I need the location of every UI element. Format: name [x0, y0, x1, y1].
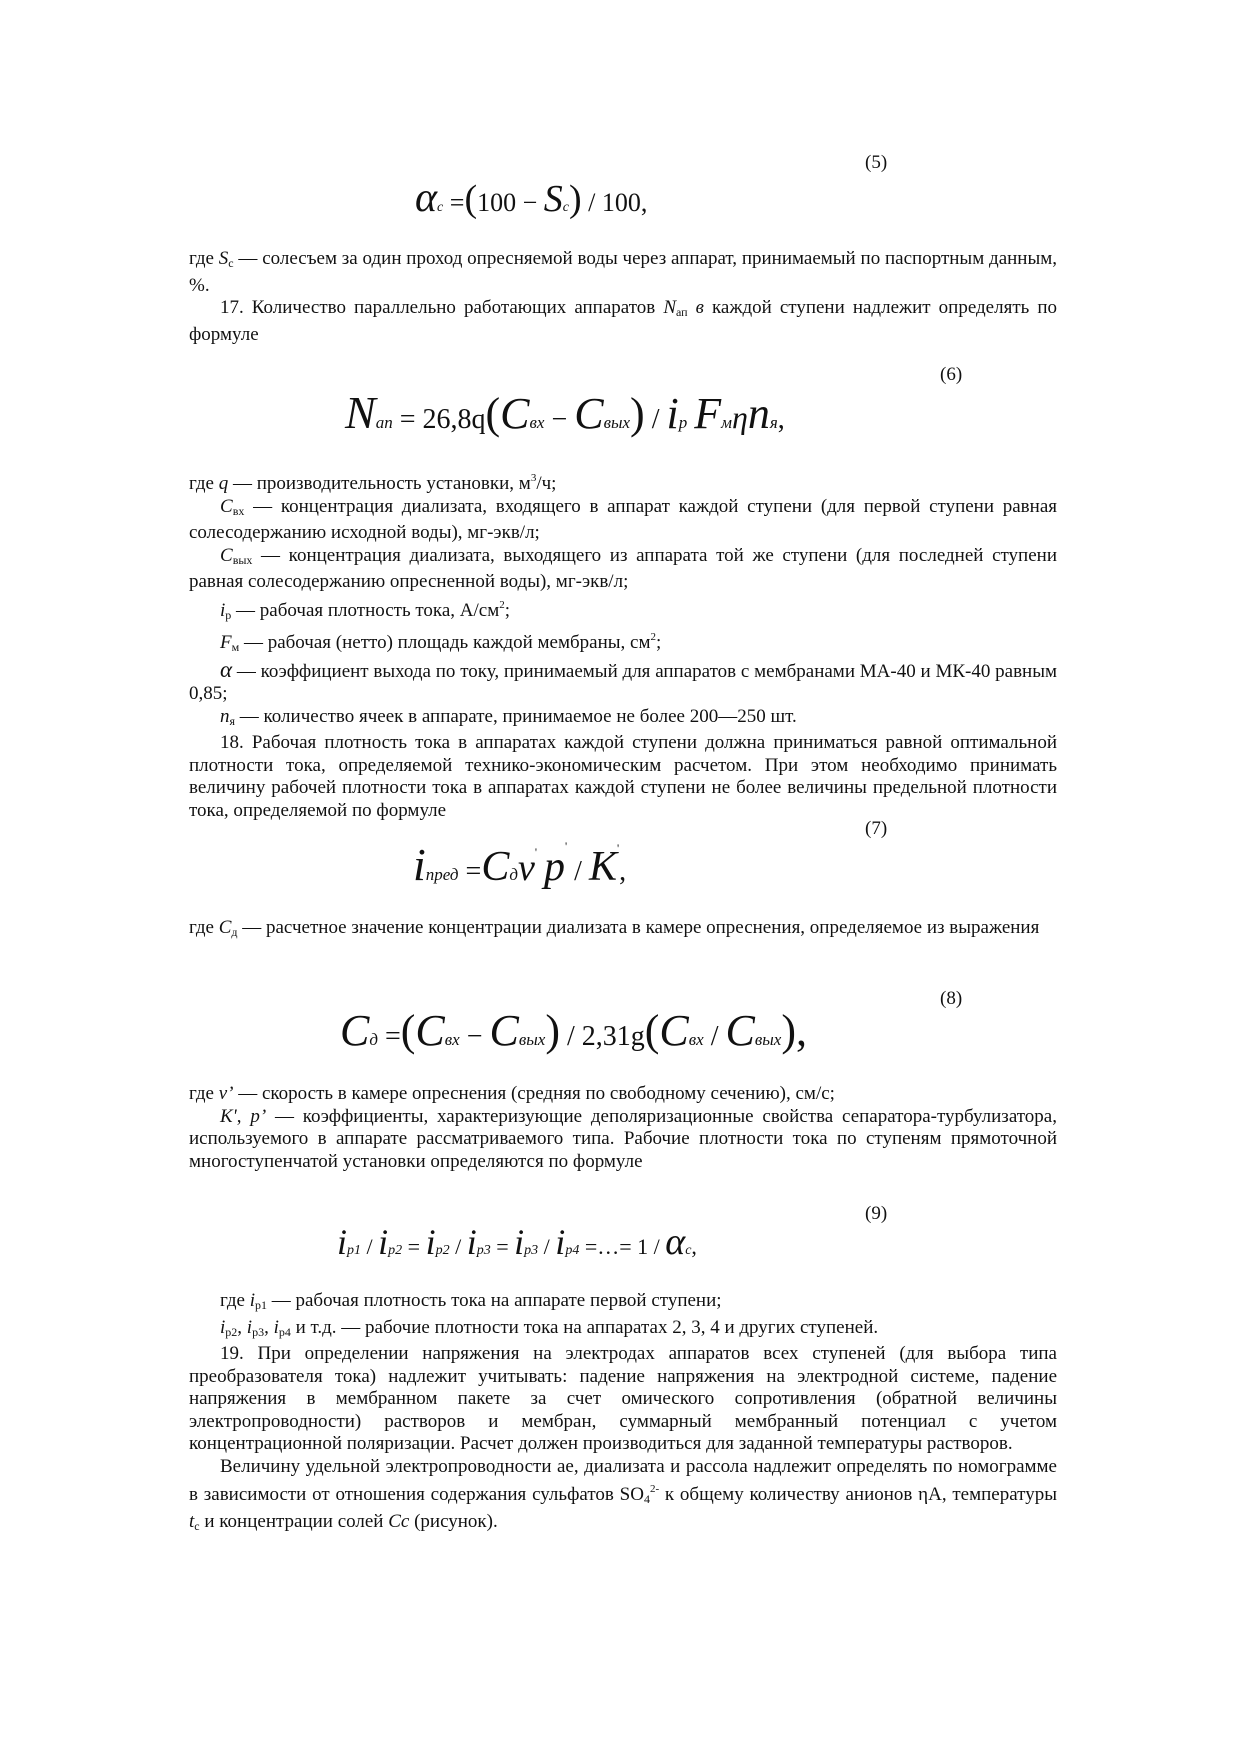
eq6-F: F — [694, 389, 722, 438]
eq9-sub3: р2 — [435, 1243, 450, 1258]
eq9-slash2: / — [455, 1234, 462, 1259]
definition-Cd: где Cд — расчетное значение концентрации диализата в камере опреснения, определяемое из выражения — [189, 917, 1040, 939]
eq8-C3: C — [659, 1006, 689, 1055]
definition-K-p: K', p’ — коэффициенты, характеризующие деполяризационные свойства сепаратора-турбулизатора, используемого в аппарате рассматриваемого типа. Рабочие плотности тока по ступеням прямоточной многоступенчатой установки определяются по формуле — [189, 1105, 1057, 1172]
eq9-slash1: / — [366, 1234, 373, 1259]
eq5-hundred: 100 — [477, 188, 517, 217]
equation-number-6: (6) — [940, 364, 963, 385]
eq9-dots: =…= 1 / — [584, 1234, 660, 1259]
eq7-v-sup: ' — [534, 845, 537, 859]
eq8-C: C — [340, 1006, 370, 1055]
eq9-tail: , — [691, 1234, 697, 1259]
eq8-C4: C — [725, 1006, 755, 1055]
definition-Cvx: Cвх — концентрация диализата, входящего в аппарат каждой ступени (для первой ступени равная солесодержанию исходной воды), мг-экв/л; — [189, 495, 1057, 543]
equation-number-9: (9) — [865, 1203, 888, 1224]
equation-number-8: (8) — [940, 988, 963, 1009]
text-block-2 — [189, 467, 1057, 822]
eq8-slash: / — [710, 1021, 719, 1052]
eq9-i3: i — [425, 1222, 436, 1262]
equation-8 — [340, 1005, 807, 1056]
eq9-i5: i — [514, 1222, 525, 1262]
eq8-minus: − — [466, 1021, 483, 1052]
text-block-1 — [189, 248, 1057, 346]
eq8-C1: C — [415, 1006, 445, 1055]
eq8-C4-sub: вых — [754, 1030, 782, 1049]
eq7-v: v — [517, 847, 535, 889]
eq8-mid: / 2,31g — [566, 1021, 645, 1052]
eq9-alpha: α — [665, 1221, 686, 1263]
paragraph-Sc-definition: где Sc — солесъем за один проход опресняемой воды через аппарат, принимаемый по паспортным данным, %. — [189, 248, 1057, 296]
definition-ip2-ip4: iр2, iр3, iр4 и т.д. — рабочие плотности тока на аппаратах 2, 3, 4 и других ступеней. — [220, 1316, 879, 1339]
eq5-equals: = — [449, 188, 465, 217]
eq9-i1: i — [337, 1222, 348, 1262]
paragraph-conductivity: Величину удельной электропроводности ае, диализата и рассола надлежит определять по номограмме в зависимости от отношения содержания сульфатов $SO4^{2-}$ к общему количеству анионов ηA, температуры tc и концентрации солей Cc (рисунок). — [189, 1455, 1057, 1533]
eq8-C3-sub: вх — [688, 1030, 704, 1049]
eq6-minus: − — [551, 404, 568, 435]
eq9-eq2: = — [496, 1234, 509, 1259]
eq6-coef: 26,8q — [422, 404, 486, 435]
equation-5 — [415, 174, 647, 222]
eq6-C1-sub: вх — [529, 413, 545, 432]
eq6-N-sub: ап — [375, 413, 393, 432]
eq7-i: i — [413, 839, 426, 890]
eq8-C2-sub: вых — [518, 1030, 546, 1049]
eq5-tail: / 100, — [588, 188, 648, 217]
eq6-rparen: ) — [630, 389, 645, 438]
definition-v: где v’ — скорость в камере опреснения (средняя по свободному сечению), см/с; — [189, 1083, 835, 1104]
text-block-4 — [189, 1083, 1057, 1173]
eq7-i-sub: пред — [425, 865, 459, 884]
eq8-C2: C — [489, 1006, 519, 1055]
eq9-sub1: р1 — [347, 1243, 362, 1258]
eq6-tail: , — [777, 404, 785, 435]
definition-q: где q — производительность установки, $м^3/ч$; — [189, 472, 557, 494]
eq5-minus: − — [522, 188, 538, 217]
eq9-sub2: р2 — [388, 1243, 403, 1258]
equation-6 — [345, 386, 785, 439]
eq6-N: N — [345, 387, 376, 438]
eq8-rparen: ) — [545, 1006, 560, 1055]
eq8-C1-sub: вх — [444, 1030, 460, 1049]
eq5-S-sub: c — [562, 200, 569, 215]
paragraph-18: 18. Рабочая плотность тока в аппаратах каждой ступени должна приниматься равной оптимальной плотности тока, определяемой технико-экономическим расчетом. При этом необходимо принимать величину рабочей плотности тока в аппаратах каждой ступени не более величины предельной плотности тока, определяемой по формуле — [189, 732, 1057, 821]
eq5-alpha-sub: c — [437, 200, 444, 215]
paragraph-19: 19. При определении напряжения на электродах аппаратов всех ступеней (для выбора типа преобразователя тока) надлежит учитывать: падение напряжения на электродной системе, падение напряжения в мембранном пакете за счет омического сопротивления (обратной величины электропроводности) растворов и мембран, суммарный мембранный потенциал с учетом концентрационной поляризации. Расчет должен производиться для заданной температуры растворов. — [189, 1343, 1057, 1454]
eq7-C-sub: д — [509, 865, 518, 884]
eq7-K: K — [588, 844, 617, 890]
definition-Cvyh: Cвых — концентрация диализата, выходящего из аппарата той же ступени (для последней ступени равная солесодержанию опресненной воды), мг-экв/л; — [189, 544, 1057, 592]
eq5-rparen: ) — [568, 178, 582, 220]
definition-nya: nя — количество ячеек в аппарате, принимаемое не более 200—250 шт. — [220, 705, 797, 728]
eq9-alpha-sub: c — [685, 1243, 692, 1258]
eq5-S: S — [543, 178, 563, 220]
definition-Fm: Fм — рабочая (нетто) площадь каждой мембраны, $см^2$; — [220, 631, 662, 654]
eq6-n: n — [747, 389, 770, 438]
eq9-eq1: = — [407, 1234, 421, 1259]
text-block-3 — [189, 917, 1057, 944]
eq7-K-sup: ' — [616, 841, 620, 855]
eq8-lparen: ( — [400, 1006, 416, 1055]
eq6-i: i — [666, 389, 679, 438]
eq8-C-sub: д — [369, 1030, 378, 1049]
eq6-C2-sub: вых — [603, 413, 631, 432]
eq7-p: p — [543, 844, 565, 890]
eq7-tail: , — [619, 856, 627, 887]
equation-9 — [337, 1220, 697, 1264]
definition-ip1: где iр1 — рабочая плотность тока на аппарате первой ступени; — [220, 1290, 722, 1312]
definition-ip: iр — рабочая плотность тока, $А/см^2$; — [220, 598, 511, 622]
eq6-C1: C — [500, 389, 530, 438]
eq6-i-sub: р — [678, 413, 688, 432]
text-block-5 — [189, 1290, 1057, 1537]
equation-number-7: (7) — [865, 818, 888, 839]
eq8-equals: = — [384, 1021, 401, 1052]
equation-7 — [413, 838, 626, 891]
eq9-sub4: р3 — [476, 1243, 491, 1258]
eq9-sub5: р3 — [524, 1243, 539, 1258]
eq9-i4: i — [466, 1222, 477, 1262]
eq9-sub6: р4 — [565, 1243, 580, 1258]
paragraph-17: 17. Количество параллельно работающих аппаратов Nап в каждой ступени надлежит определять по формуле — [189, 297, 1058, 345]
eq9-i2: i — [378, 1222, 389, 1262]
eq6-equals: = — [399, 404, 416, 435]
eq7-equals: = — [465, 856, 482, 887]
equation-number-5: (5) — [865, 152, 888, 173]
definition-alpha: α — коэффициент выхода по току, принимаемый для аппаратов с мембранами МА-40 и МК-40 равным 0,85; — [189, 656, 1057, 704]
eq6-F-sub: м — [721, 413, 732, 432]
eq7-slash: / — [574, 856, 582, 887]
eq5-alpha: α — [415, 175, 438, 221]
eq8-rparen2: ), — [781, 1006, 807, 1055]
eq6-slash: / — [651, 404, 660, 435]
eq7-p-sup: ' — [564, 839, 568, 853]
eq6-lparen: ( — [485, 389, 501, 438]
eq7-C: C — [481, 844, 510, 890]
eq6-n-sub: я — [769, 413, 778, 432]
eq6-C2: C — [574, 389, 604, 438]
eq8-lparen2: ( — [644, 1006, 660, 1055]
eq5-lparen: ( — [464, 178, 478, 220]
eq9-i6: i — [555, 1222, 566, 1262]
eq9-slash3: / — [543, 1234, 550, 1259]
eq6-eta: η — [731, 399, 748, 435]
